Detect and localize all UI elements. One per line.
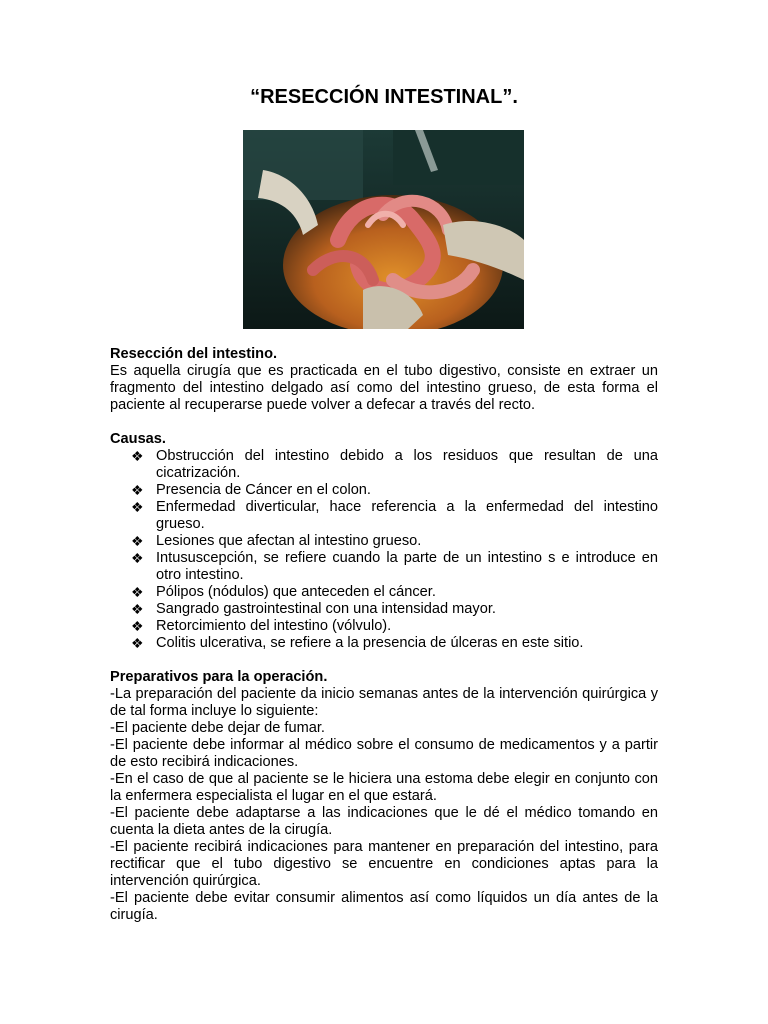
section-heading-causas: Causas. xyxy=(110,431,166,447)
list-item xyxy=(131,533,658,550)
prep-paragraph: -El paciente debe adaptarse a las indicaciones que le dé el médico tomando en cuenta la dieta antes de la cirugía. xyxy=(110,805,658,838)
prep-paragraph: -El paciente debe dejar de fumar. xyxy=(110,720,325,736)
diamond-bullet-icon: ❖ xyxy=(131,618,144,634)
section-heading-preparativos: Preparativos para la operación. xyxy=(110,669,328,685)
list-item-text: Retorcimiento del intestino (vólvulo). xyxy=(156,618,392,634)
list-item xyxy=(131,584,658,601)
list-item xyxy=(131,550,658,584)
list-item-text: Pólipos (nódulos) que anteceden el cáncer. xyxy=(156,584,436,600)
diamond-bullet-icon: ❖ xyxy=(131,550,144,566)
list-item xyxy=(131,635,658,652)
section-paragraph-reseccion: Es aquella cirugía que es practicada en el tubo digestivo, consiste en extraer un fragmento del intestino delgado así como del intestino grueso, de esta forma el paciente al recuperarse puede volver a defecar a través del recto. xyxy=(110,363,658,413)
diamond-bullet-icon: ❖ xyxy=(131,584,144,600)
prep-paragraph: -El paciente debe informar al médico sobre el consumo de medicamentos y a partir de esto recibirá indicaciones. xyxy=(110,737,658,770)
list-item-text: Enfermedad diverticular, hace referencia a la enfermedad del intestino grueso. xyxy=(156,499,658,532)
list-item xyxy=(131,448,658,482)
surgery-illustration xyxy=(243,130,524,329)
page-title: “RESECCIÓN INTESTINAL”. xyxy=(250,86,518,108)
prep-paragraph: -En el caso de que al paciente se le hiciera una estoma debe elegir en conjunto con la enfermera especialista el lugar en el que estará. xyxy=(110,771,658,804)
diamond-bullet-icon: ❖ xyxy=(131,635,144,651)
causes-list xyxy=(110,448,658,652)
list-item-text: Sangrado gastrointestinal con una intensidad mayor. xyxy=(156,601,496,617)
diamond-bullet-icon: ❖ xyxy=(131,601,144,617)
diamond-bullet-icon: ❖ xyxy=(131,482,144,498)
document-body xyxy=(110,346,658,924)
list-item-text: Colitis ulcerativa, se refiere a la presencia de úlceras en este sitio. xyxy=(156,635,584,651)
surgery-photo xyxy=(243,130,524,329)
list-item xyxy=(131,618,658,635)
prep-paragraph: -El paciente debe evitar consumir alimentos así como líquidos un día antes de la cirugía. xyxy=(110,890,658,923)
prep-paragraph: -El paciente recibirá indicaciones para mantener en preparación del intestino, para rectificar que el tubo digestivo se encuentre en condiciones aptas para la intervención quirúrgica. xyxy=(110,839,658,889)
diamond-bullet-icon: ❖ xyxy=(131,448,144,464)
section-heading-reseccion: Resección del intestino. xyxy=(110,346,278,362)
list-item xyxy=(131,482,658,499)
list-item xyxy=(131,601,658,618)
diamond-bullet-icon: ❖ xyxy=(131,499,144,515)
prep-paragraph: -La preparación del paciente da inicio semanas antes de la intervención quirúrgica y de tal forma incluye lo siguiente: xyxy=(110,686,658,719)
list-item-text: Presencia de Cáncer en el colon. xyxy=(156,482,371,498)
list-item-text: Intususcepción, se refiere cuando la parte de un intestino s e introduce en otro intestino. xyxy=(156,550,658,583)
diamond-bullet-icon: ❖ xyxy=(131,533,144,549)
list-item xyxy=(131,499,658,533)
list-item-text: Lesiones que afectan al intestino grueso. xyxy=(156,533,422,549)
list-item-text: Obstrucción del intestino debido a los residuos que resultan de una cicatrización. xyxy=(156,448,658,481)
